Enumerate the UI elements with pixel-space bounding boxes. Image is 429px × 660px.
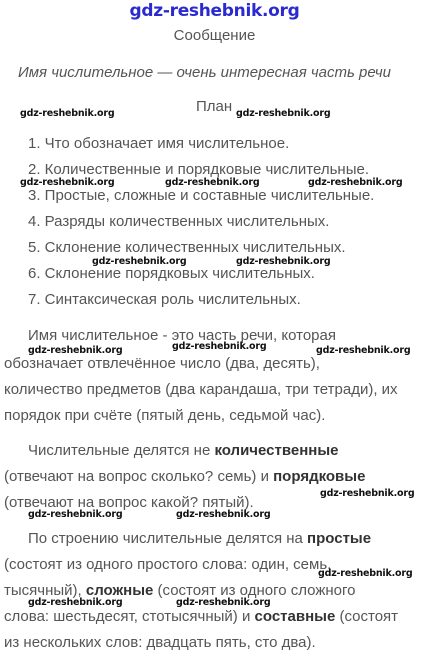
plan-item: 1. Что обозначает имя числительное. xyxy=(28,135,290,152)
plan-item: 4. Разряды количественных числительных. xyxy=(28,213,330,230)
paragraph-line: порядок при счёте (пятый день, седьмой час). xyxy=(4,407,326,424)
watermark: gdz-reshebnik.org xyxy=(176,597,271,608)
essay-title: Имя числительное — очень интересная часть речи xyxy=(18,64,391,81)
plan-item: 6. Склонение порядковых числительных. xyxy=(28,265,315,282)
plan-item: 5. Склонение количественных числительных. xyxy=(28,239,346,256)
watermark: gdz-reshebnik.org xyxy=(236,256,331,267)
paragraph-line: обозначает отвлечённое число (два, десять), xyxy=(4,355,320,372)
text-fragment: (отвечают на вопрос сколько? семь) и xyxy=(4,468,274,485)
plan-item: 3. Простые, сложные и составные числительные. xyxy=(28,187,375,204)
paragraph-line xyxy=(28,530,371,547)
watermark: gdz-reshebnik.org xyxy=(172,341,267,352)
watermark: gdz-reshebnik.org xyxy=(236,108,331,119)
paragraph-line: (отвечают на вопрос какой? пятый). xyxy=(4,494,254,511)
paragraph-line: количество предметов (два карандаша, три тетради), их xyxy=(4,381,398,398)
watermark: gdz-reshebnik.org xyxy=(308,177,403,188)
plan-item: 2. Количественные и порядковые числительные. xyxy=(28,161,369,178)
text-fragment: (состоят из одного сложного xyxy=(153,582,356,599)
watermark: gdz-reshebnik.org xyxy=(176,509,271,520)
paragraph-line: Имя числительное - это часть речи, которая xyxy=(28,327,336,344)
term-simple: простые xyxy=(307,530,372,547)
watermark: gdz-reshebnik.org xyxy=(92,256,187,267)
watermark: gdz-reshebnik.org xyxy=(20,177,115,188)
term-ordinal: порядковые xyxy=(273,468,366,485)
text-fragment: (состоят xyxy=(335,608,399,625)
paragraph-line xyxy=(28,442,338,459)
watermark: gdz-reshebnik.org xyxy=(20,108,115,119)
watermark: gdz-reshebnik.org xyxy=(28,597,123,608)
term-complex: сложные xyxy=(85,582,154,599)
paragraph-line: из нескольких слов: двадцать пять, сто два). xyxy=(4,634,316,651)
site-logo: gdz-reshebnik.org xyxy=(129,1,300,21)
term-cardinal: количественные xyxy=(214,442,339,459)
watermark: gdz-reshebnik.org xyxy=(318,568,413,579)
paragraph-line: (состоят из одного простого слова: один, семь, xyxy=(4,556,332,573)
watermark: gdz-reshebnik.org xyxy=(320,488,415,499)
text-fragment: По строению числительные делятся на xyxy=(28,530,308,547)
plan-title: План xyxy=(196,98,233,115)
text-fragment: Числительные делятся не xyxy=(28,442,215,459)
watermark: gdz-reshebnik.org xyxy=(28,509,123,520)
page-heading: Сообщение xyxy=(173,27,256,44)
term-compound: составные xyxy=(254,608,336,625)
text-fragment: слова: шестьдесят, стотысячный) и xyxy=(4,608,255,625)
plan-item: 7. Синтаксическая роль числительных. xyxy=(28,291,301,308)
watermark: gdz-reshebnik.org xyxy=(28,345,123,356)
paragraph-line xyxy=(4,468,365,485)
paragraph-line xyxy=(4,608,398,625)
watermark: gdz-reshebnik.org xyxy=(165,177,260,188)
watermark: gdz-reshebnik.org xyxy=(316,345,411,356)
text-fragment: тысячный), xyxy=(4,582,86,599)
